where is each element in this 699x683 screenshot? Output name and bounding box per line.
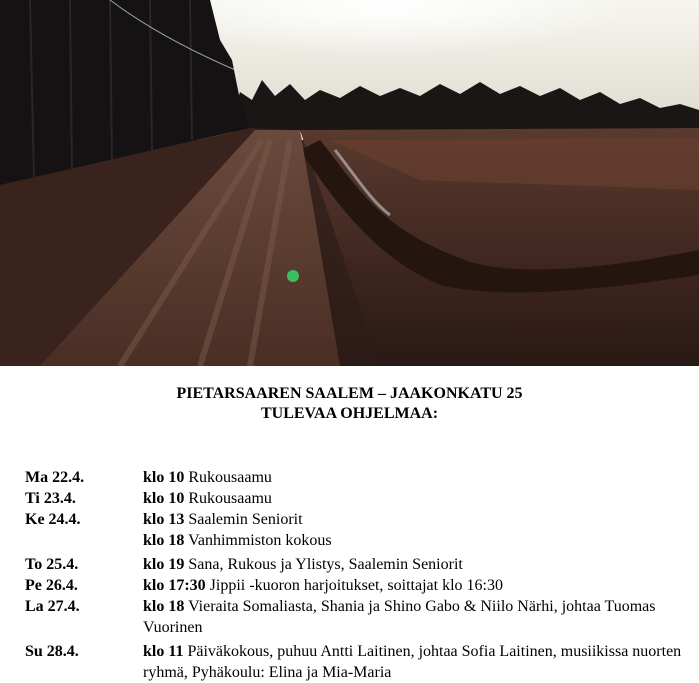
event-description [143, 467, 695, 488]
event-time: klo 17:30 [143, 577, 206, 594]
event-time: klo 18 [143, 598, 185, 615]
event-day: Su 28.4. [25, 643, 79, 660]
event-time: klo 10 [143, 469, 185, 486]
event-day: To 25.4. [25, 556, 79, 573]
event-day: Ke 24.4. [25, 511, 81, 528]
event-text: Sana, Rukous ja Ylistys, Saalemin Seniorit [188, 556, 463, 573]
event-time: klo 18 [143, 532, 185, 549]
event-description [143, 596, 695, 638]
event-time: klo 10 [143, 490, 185, 507]
event-description [143, 488, 695, 509]
event-time: klo 13 [143, 511, 185, 528]
event-description [143, 530, 695, 551]
event-day [25, 530, 143, 551]
event-text: Vieraita Somaliasta, Shania ja Shino Gabo & Niilo Närhi, johtaa Tuomas Vuorinen [143, 598, 656, 636]
schedule-row [25, 509, 695, 530]
event-text: Jippii -kuoron harjoitukset, soittajat klo 16:30 [209, 577, 503, 594]
event-text: Rukousaamu [188, 490, 272, 507]
event-description [143, 554, 695, 575]
event-description [143, 641, 695, 683]
event-day: Ti 23.4. [25, 490, 76, 507]
event-day: La 27.4. [25, 598, 80, 615]
event-text: Rukousaamu [188, 469, 272, 486]
schedule-row [25, 467, 695, 488]
event-text: Vanhimmiston kokous [188, 532, 332, 549]
schedule-row [25, 596, 695, 638]
program-heading: TULEVAA OHJELMAA: [260, 405, 439, 422]
church-address-heading: PIETARSAAREN SAALEM – JAAKONKATU 25 [176, 385, 523, 402]
schedule-row [25, 575, 695, 596]
event-time: klo 19 [143, 556, 185, 573]
schedule-row [25, 554, 695, 575]
event-text: Päiväkokous, puhuu Antti Laitinen, johtaa Sofia Laitinen, musiikissa nuorten ryhmä, Pyhäkoulu: Elina ja Mia-Maria [143, 643, 682, 681]
event-day: Pe 26.4. [25, 577, 78, 594]
event-day: Ma 22.4. [25, 469, 85, 486]
schedule-row [25, 530, 695, 551]
schedule-row [25, 488, 695, 509]
event-schedule [25, 467, 695, 683]
event-description [143, 575, 695, 596]
event-time: klo 11 [143, 643, 184, 660]
schedule-row [25, 641, 695, 683]
event-description [143, 509, 695, 530]
event-text: Saalemin Seniorit [188, 511, 303, 528]
